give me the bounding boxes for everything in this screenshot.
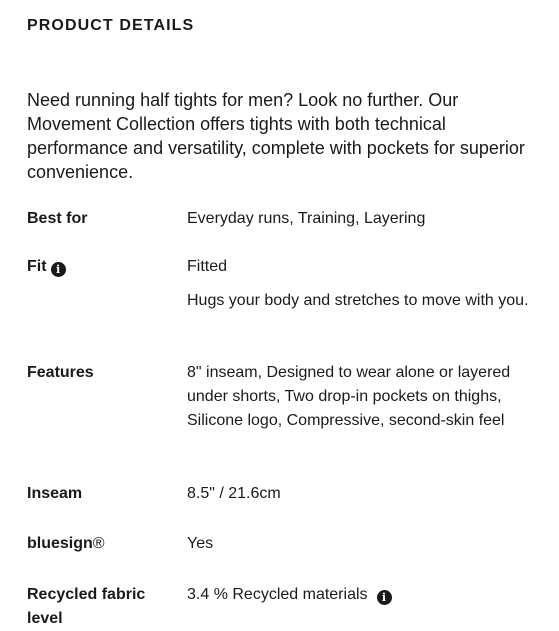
best-for-value: Everyday runs, Training, Layering xyxy=(187,210,426,227)
features-value: 8" inseam, Designed to wear alone or layered under shorts, Two drop-in pockets on thighs, Silicone logo, Compressive, second-skin feel xyxy=(187,364,511,429)
best-for-label: Best for xyxy=(27,210,88,227)
inseam-label: Inseam xyxy=(27,485,83,502)
section-heading: PRODUCT DETAILS xyxy=(27,17,195,34)
registered-mark: ® xyxy=(92,535,105,552)
info-icon[interactable]: i xyxy=(377,590,392,605)
recycled-value-container xyxy=(187,583,537,607)
fit-label-container xyxy=(27,255,177,279)
bluesign-value: Yes xyxy=(187,535,214,552)
fit-value: Fitted xyxy=(187,258,228,275)
features-label: Features xyxy=(27,364,94,381)
bluesign-label-container xyxy=(27,532,177,556)
info-icon[interactable]: i xyxy=(51,262,66,277)
product-description: Need running half tights for men? Look no further. Our Movement Collection offers tights with both technical performance and versatility, complete with pockets for superior convenience. xyxy=(27,90,525,182)
inseam-value: 8.5" / 21.6cm xyxy=(187,485,281,502)
recycled-label: Recycled fabric level xyxy=(27,586,146,627)
bluesign-label: bluesign xyxy=(27,535,93,552)
fit-value-container xyxy=(187,255,537,313)
recycled-value: 3.4 % Recycled materials xyxy=(187,586,368,603)
fit-note: Hugs your body and stretches to move with you. xyxy=(187,292,529,309)
fit-label: Fit xyxy=(27,258,47,275)
